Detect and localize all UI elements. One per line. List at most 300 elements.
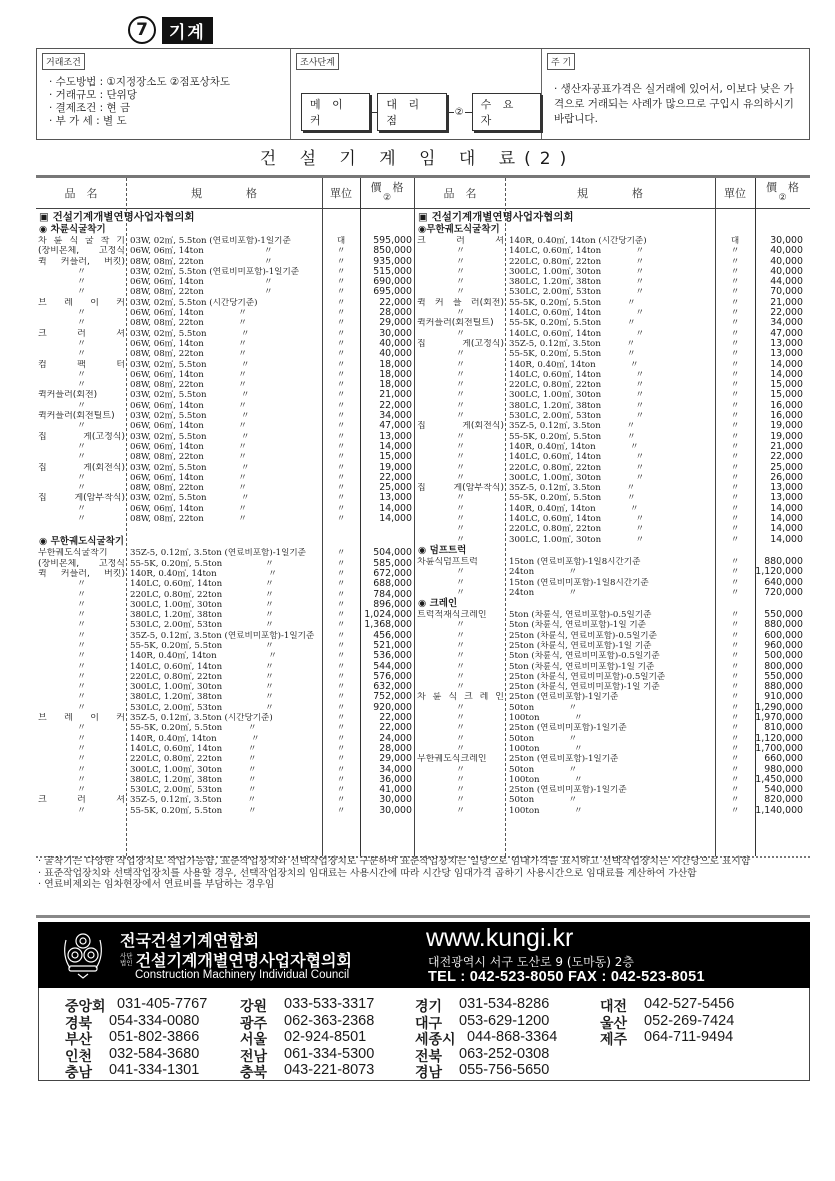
item-unit: 〃 bbox=[336, 579, 346, 590]
item-spec: 03W, 02㎥, 5.5ton (연료비미포함)-1일기준 bbox=[130, 266, 300, 277]
item-spec: 530LC, 2.00㎥, 53ton 〃 bbox=[130, 785, 257, 796]
table-row bbox=[36, 360, 414, 370]
table-row bbox=[36, 775, 414, 785]
item-unit: 〃 bbox=[336, 246, 346, 257]
item-name: 〃 bbox=[455, 630, 465, 641]
table-row bbox=[36, 620, 414, 630]
item-spec: 220LC, 0.80㎥, 22ton 〃 bbox=[130, 589, 274, 600]
item-name: 〃 bbox=[455, 462, 465, 473]
item-name: 크 러 셔 bbox=[38, 795, 125, 806]
item-spec: 06W, 06㎥, 14ton 〃 bbox=[130, 338, 247, 349]
item-name: 〃 bbox=[455, 723, 465, 734]
item-unit: 〃 bbox=[730, 556, 740, 567]
item-name: 집 게(회전식) bbox=[38, 462, 125, 473]
trade-conditions-tag: 거래조건 bbox=[42, 53, 85, 70]
item-unit: 〃 bbox=[730, 774, 740, 785]
item-name: 〃 bbox=[76, 452, 86, 463]
item-unit: 〃 bbox=[730, 452, 740, 463]
item-name: 〃 bbox=[455, 369, 465, 380]
item-price: 1,120,000 bbox=[755, 733, 803, 744]
item-spec: 55-5K, 0.20㎥, 5.5ton 〃 bbox=[509, 349, 636, 360]
table-row bbox=[415, 765, 810, 775]
item-spec: 35Z-5, 0.12㎥, 3.5ton (연료비포함)-1일기준 bbox=[130, 548, 306, 559]
item-unit: 〃 bbox=[730, 754, 740, 765]
item-spec: 300LC, 1.00㎥, 30ton 〃 bbox=[509, 266, 645, 277]
item-name: 〃 bbox=[455, 503, 465, 514]
item-spec: 220LC, 0.80㎥, 22ton 〃 bbox=[509, 256, 645, 267]
item-price: 1,368,000 bbox=[364, 620, 412, 631]
table-row bbox=[415, 318, 810, 328]
item-unit: 〃 bbox=[336, 589, 346, 600]
table-row bbox=[415, 723, 810, 733]
item-name: 〃 bbox=[76, 733, 86, 744]
table-row bbox=[415, 631, 810, 641]
item-price: 880,000 bbox=[764, 682, 803, 693]
item-name: 〃 bbox=[76, 287, 86, 298]
item-unit: 〃 bbox=[730, 785, 740, 796]
item-price: 1,140,000 bbox=[755, 805, 803, 816]
item-name: 〃 bbox=[455, 431, 465, 442]
header-price-label: 價 格 bbox=[370, 181, 404, 194]
table-row bbox=[36, 631, 414, 641]
remarks bbox=[542, 49, 809, 139]
table-row bbox=[36, 483, 414, 493]
item-spec: 140R, 0.40㎥, 14ton 〃 bbox=[509, 503, 639, 514]
item-price: 688,000 bbox=[373, 579, 412, 590]
item-price: 672,000 bbox=[373, 568, 412, 579]
table-row bbox=[36, 795, 414, 805]
item-name: 〃 bbox=[76, 599, 86, 610]
item-price: 690,000 bbox=[373, 277, 412, 288]
condition-item: · 수도방법 : ①지정장소도 ②점포상차도 bbox=[49, 76, 231, 88]
item-price: 800,000 bbox=[764, 661, 803, 672]
table-row bbox=[415, 662, 810, 672]
item-unit: 〃 bbox=[730, 733, 740, 744]
item-spec: 5ton (차륜식, 연료비미포함)-0.5일기준 bbox=[509, 651, 660, 662]
item-price: 25,000 bbox=[379, 483, 412, 494]
item-unit: 〃 bbox=[730, 493, 740, 504]
item-name: 〃 bbox=[76, 743, 86, 754]
item-unit: 〃 bbox=[336, 503, 346, 514]
item-spec: 35Z-5, 0.12㎥, 3.5ton 〃 bbox=[130, 795, 257, 806]
item-price: 40,000 bbox=[770, 256, 803, 267]
item-price: 640,000 bbox=[764, 577, 803, 588]
contact-phone: 051-802-3866 bbox=[109, 1029, 200, 1045]
table-row bbox=[415, 514, 810, 524]
item-name: 퀵커플러(회전) bbox=[38, 390, 98, 401]
item-name: 〃 bbox=[455, 514, 465, 525]
item-spec: 100ton 〃 bbox=[509, 713, 583, 724]
table-row bbox=[415, 380, 810, 390]
tel-fax: TEL : 042-523-8050 FAX : 042-523-8051 bbox=[428, 969, 705, 985]
item-spec: 140R, 0.40㎥, 14ton 〃 bbox=[509, 359, 639, 370]
item-unit: 〃 bbox=[730, 483, 740, 494]
item-name: 집 게(고정식) bbox=[38, 431, 125, 442]
item-price: 515,000 bbox=[373, 266, 412, 277]
contact-phone: 052-269-7424 bbox=[644, 1012, 735, 1029]
item-name: 〃 bbox=[455, 400, 465, 411]
item-spec: 55-5K, 0.20㎥, 5.5ton 〃 bbox=[130, 640, 274, 651]
item-name: 〃 bbox=[455, 702, 465, 713]
item-unit: 〃 bbox=[336, 795, 346, 806]
item-unit: 〃 bbox=[730, 577, 740, 588]
distribution-flow bbox=[301, 93, 541, 131]
item-unit: 〃 bbox=[336, 651, 346, 662]
item-spec: 06W, 06㎥, 14ton 〃 bbox=[130, 246, 273, 257]
association-group-heading: ▣ 건설기계개별연명사업자협의회 bbox=[418, 211, 574, 223]
table-row bbox=[415, 806, 810, 816]
trade-conditions-list bbox=[49, 76, 230, 128]
item-unit: 〃 bbox=[336, 702, 346, 713]
item-spec: 06W, 06㎥, 14ton 〃 bbox=[130, 308, 247, 319]
contact-phone: 033-533-3317 bbox=[284, 996, 375, 1012]
item-spec: 25ton (차륜식, 연료비미포함)-0.5일기준 bbox=[509, 671, 666, 682]
table-row bbox=[415, 442, 810, 452]
item-price: 536,000 bbox=[373, 651, 412, 662]
item-name: 〃 bbox=[455, 587, 465, 598]
item-name: 〃 bbox=[455, 764, 465, 775]
item-spec: 03W, 02㎥, 5.5ton (시간당기준) bbox=[130, 297, 258, 308]
corporation-label bbox=[120, 953, 133, 967]
item-name: 〃 bbox=[455, 411, 465, 422]
item-price: 24,000 bbox=[379, 733, 412, 744]
item-name: 〃 bbox=[455, 713, 465, 724]
item-unit: 〃 bbox=[730, 380, 740, 391]
item-unit: 〃 bbox=[730, 390, 740, 401]
item-name: (장비본체, 고정식 bbox=[38, 558, 125, 569]
item-name: 크 러 셔 bbox=[417, 236, 504, 246]
table-header bbox=[36, 178, 414, 209]
item-price: 960,000 bbox=[764, 640, 803, 651]
item-price: 14,000 bbox=[770, 514, 803, 525]
item-unit: 〃 bbox=[730, 349, 740, 360]
table-row bbox=[415, 535, 810, 545]
contact-region: 경기 bbox=[415, 999, 443, 1015]
item-price: 896,000 bbox=[373, 599, 412, 610]
contact-region: 충남 bbox=[65, 1065, 93, 1081]
item-name: 〃 bbox=[455, 671, 465, 682]
table-row bbox=[36, 590, 414, 600]
item-name: 브 레 이 커 bbox=[38, 297, 125, 308]
table-row bbox=[415, 308, 810, 318]
section-spacer bbox=[36, 524, 414, 536]
table-row bbox=[415, 257, 810, 267]
contact-region: 대전 bbox=[600, 999, 628, 1015]
item-unit: 〃 bbox=[336, 733, 346, 744]
item-spec: 25ton (차륜식, 연료비미포함)-1일 기준 bbox=[509, 682, 660, 693]
item-unit: 〃 bbox=[336, 640, 346, 651]
item-spec: 300LC, 1.00㎥, 30ton 〃 bbox=[130, 764, 257, 775]
item-price: 720,000 bbox=[764, 587, 803, 598]
contact-phone: 031-534-8286 bbox=[459, 996, 550, 1012]
item-spec: 03W, 02㎥, 5.5ton 〃 bbox=[130, 390, 250, 401]
item-spec: 140LC, 0.60㎥, 14ton 〃 bbox=[509, 452, 645, 463]
item-spec: 06W, 06㎥, 14ton 〃 bbox=[130, 421, 247, 432]
table-row bbox=[415, 785, 810, 795]
item-price: 30,000 bbox=[770, 236, 803, 246]
item-price: 1,450,000 bbox=[755, 774, 803, 785]
item-name: 〃 bbox=[76, 338, 86, 349]
contact-region: 부산 bbox=[65, 1032, 93, 1048]
item-unit: 〃 bbox=[730, 743, 740, 754]
item-unit: 〃 bbox=[336, 483, 346, 494]
item-unit: 〃 bbox=[336, 277, 346, 288]
table-row bbox=[36, 246, 414, 256]
equipment-category-heading: ◉ 크레인 bbox=[418, 598, 458, 610]
item-spec: 25ton (연료비포함)-1일기준 bbox=[509, 692, 619, 703]
item-name: 〃 bbox=[455, 534, 465, 545]
table-row bbox=[415, 734, 810, 744]
item-name: 집 게(암부착식) bbox=[417, 483, 504, 494]
item-spec: 530LC, 2.00㎥, 53ton 〃 bbox=[130, 702, 274, 713]
item-unit: 〃 bbox=[336, 421, 346, 432]
item-name: 〃 bbox=[455, 359, 465, 370]
table-row bbox=[36, 600, 414, 610]
item-price: 14,000 bbox=[770, 369, 803, 380]
contact-region: 전북 bbox=[415, 1048, 443, 1065]
item-unit: 〃 bbox=[336, 380, 346, 391]
item-price: 13,000 bbox=[770, 483, 803, 494]
item-price: 14,000 bbox=[379, 503, 412, 514]
item-spec: 300LC, 1.00㎥, 30ton 〃 bbox=[130, 682, 274, 693]
table-row bbox=[36, 754, 414, 764]
table-row bbox=[415, 578, 810, 588]
item-unit: 〃 bbox=[336, 785, 346, 796]
contact-phone: 044-868-3364 bbox=[467, 1029, 558, 1045]
item-price: 29,000 bbox=[379, 318, 412, 329]
table-row bbox=[415, 692, 810, 702]
table-row bbox=[415, 588, 810, 598]
table-row bbox=[36, 610, 414, 620]
item-unit: 〃 bbox=[336, 266, 346, 277]
item-price: 1,120,000 bbox=[755, 567, 803, 578]
item-name: 〃 bbox=[76, 400, 86, 411]
item-spec: 300LC, 1.00㎥, 30ton 〃 bbox=[509, 534, 645, 545]
table-row bbox=[415, 557, 810, 567]
table-row bbox=[36, 514, 414, 524]
header-item-name: 品 名 bbox=[443, 187, 477, 200]
item-price: 14,000 bbox=[379, 441, 412, 452]
website-link[interactable]: www.kungi.kr bbox=[426, 924, 574, 952]
item-price: 14,000 bbox=[770, 503, 803, 514]
item-unit: 〃 bbox=[730, 805, 740, 816]
contact-entry bbox=[415, 1062, 549, 1082]
item-name: 〃 bbox=[76, 682, 86, 693]
item-unit: 〃 bbox=[336, 514, 346, 525]
item-name: 〃 bbox=[455, 620, 465, 631]
table-row bbox=[36, 504, 414, 514]
item-spec: 06W, 06㎥, 14ton 〃 bbox=[130, 369, 247, 380]
item-spec: 06W, 06㎥, 14ton 〃 bbox=[130, 503, 247, 514]
table-row bbox=[36, 662, 414, 672]
item-name: 〃 bbox=[455, 328, 465, 339]
item-spec: 08W, 08㎥, 22ton 〃 bbox=[130, 514, 247, 525]
flow-connector bbox=[465, 112, 472, 113]
item-price: 935,000 bbox=[373, 256, 412, 267]
item-spec: 140R, 0.40㎥, 14ton 〃 bbox=[130, 568, 277, 579]
item-name: 〃 bbox=[76, 785, 86, 796]
remarks-tag: 주 기 bbox=[547, 53, 575, 70]
item-name: 〃 bbox=[455, 493, 465, 504]
footnote: · 연료비제외는 임차현장에서 연료비를 부담하는 경우임 bbox=[38, 879, 275, 890]
item-spec: 220LC, 0.80㎥, 22ton 〃 bbox=[130, 754, 257, 765]
item-spec: 220LC, 0.80㎥, 22ton 〃 bbox=[509, 462, 645, 473]
item-spec: 380LC, 1.20㎥, 38ton 〃 bbox=[130, 692, 274, 703]
table-row bbox=[36, 785, 414, 795]
item-unit: 〃 bbox=[336, 620, 346, 631]
item-spec: 140LC, 0.60㎥, 14ton 〃 bbox=[509, 246, 645, 257]
item-name: 〃 bbox=[76, 266, 86, 277]
item-price: 1,024,000 bbox=[364, 610, 412, 621]
item-name: 〃 bbox=[455, 256, 465, 267]
item-name: 〃 bbox=[76, 369, 86, 380]
table-row bbox=[36, 692, 414, 702]
council-name: 건설기계개별연명사업자협의회 bbox=[135, 951, 352, 970]
item-price: 595,000 bbox=[373, 236, 412, 246]
table-row bbox=[415, 473, 810, 483]
item-price: 13,000 bbox=[770, 493, 803, 504]
item-spec: 08W, 08㎥, 22ton 〃 bbox=[130, 318, 247, 329]
item-unit: 〃 bbox=[730, 651, 740, 662]
item-spec: 530LC, 2.00㎥, 53ton 〃 bbox=[509, 287, 645, 298]
divider bbox=[36, 915, 810, 918]
table-row bbox=[415, 452, 810, 462]
item-price: 660,000 bbox=[764, 754, 803, 765]
item-spec: 50ton 〃 bbox=[509, 702, 578, 713]
table-row bbox=[36, 463, 414, 473]
item-unit: 〃 bbox=[336, 256, 346, 267]
item-unit: 〃 bbox=[336, 692, 346, 703]
header-price-label: 價 格 bbox=[766, 181, 799, 194]
item-price: 16,000 bbox=[770, 411, 803, 422]
item-unit: 〃 bbox=[730, 661, 740, 672]
item-name: 〃 bbox=[76, 723, 86, 734]
table-row bbox=[36, 287, 414, 297]
item-spec: 140R, 0.40㎥, 14ton (시간당기준) bbox=[509, 236, 647, 246]
footnote: · 굴착기는 다양한 작업장치로 작업가능함, 표준작업장치와 선택작업장치로 구분하여 표준작업장치는 일당으로 임대가격을 표시하고 선택작업장치는 시간당으로 표시함 bbox=[38, 856, 751, 867]
item-name: 〃 bbox=[76, 651, 86, 662]
table-row bbox=[36, 339, 414, 349]
item-name: 〃 bbox=[455, 246, 465, 257]
item-unit: 〃 bbox=[336, 764, 346, 775]
item-spec: 15ton (연료비포함)-1일8시간기준 bbox=[509, 556, 641, 567]
item-price: 910,000 bbox=[764, 692, 803, 703]
item-price: 18,000 bbox=[379, 380, 412, 391]
item-price: 14,000 bbox=[770, 524, 803, 535]
flow-dealer: 대 리 점 bbox=[377, 93, 446, 131]
header-spec: 規 格 bbox=[191, 187, 257, 200]
item-spec: 06W, 06㎥, 14ton 〃 bbox=[130, 472, 247, 483]
item-spec: 55-5K, 0.20㎥, 5.5ton 〃 bbox=[130, 805, 257, 816]
item-price: 920,000 bbox=[373, 702, 412, 713]
item-price: 810,000 bbox=[764, 723, 803, 734]
item-spec: 35Z-5, 0.12㎥, 3.5ton 〃 bbox=[509, 483, 636, 494]
item-unit: 〃 bbox=[336, 359, 346, 370]
item-spec: 380LC, 1.20㎥, 38ton 〃 bbox=[509, 400, 645, 411]
item-name: 〃 bbox=[76, 589, 86, 600]
table-row bbox=[415, 775, 810, 785]
item-spec: 24ton 〃 bbox=[509, 587, 578, 598]
item-price: 44,000 bbox=[770, 277, 803, 288]
item-unit: 〃 bbox=[336, 661, 346, 672]
table-row bbox=[36, 370, 414, 380]
association-banner bbox=[38, 922, 810, 988]
item-spec: 220LC, 0.80㎥, 22ton 〃 bbox=[509, 380, 645, 391]
header-price bbox=[755, 178, 810, 208]
federation-name: 전국건설기계연합회 bbox=[120, 931, 260, 950]
flow-consumer: 수 요 자 bbox=[472, 93, 541, 131]
contact-entry bbox=[600, 1029, 733, 1049]
item-price: 19,000 bbox=[770, 431, 803, 442]
table-left-half bbox=[36, 178, 415, 856]
item-unit: 〃 bbox=[336, 287, 346, 298]
item-name: 차 륜 식 굴 착 기 bbox=[38, 236, 125, 246]
item-name: 〃 bbox=[76, 503, 86, 514]
table-row bbox=[415, 524, 810, 534]
survey-stage-tag: 조사단계 bbox=[296, 53, 339, 70]
item-price: 15,000 bbox=[379, 452, 412, 463]
section-heading bbox=[128, 16, 213, 44]
item-unit: 〃 bbox=[336, 713, 346, 724]
item-price: 21,000 bbox=[770, 297, 803, 308]
item-spec: 140LC, 0.60㎥, 14ton 〃 bbox=[509, 328, 645, 339]
item-price: 13,000 bbox=[770, 338, 803, 349]
item-spec: 5ton (차륜식, 연료비포함)-1일 기준 bbox=[509, 620, 646, 631]
item-price: 550,000 bbox=[764, 671, 803, 682]
flow-maker: 메 이 커 bbox=[301, 93, 370, 131]
item-unit: 〃 bbox=[730, 795, 740, 806]
item-price: 13,000 bbox=[379, 431, 412, 442]
table-row bbox=[36, 579, 414, 589]
contact-phone: 053-629-1200 bbox=[459, 1012, 550, 1029]
condition-item: · 부 가 세 : 별 도 bbox=[49, 115, 127, 127]
item-unit: 〃 bbox=[730, 328, 740, 339]
item-unit: 〃 bbox=[730, 713, 740, 724]
item-spec: 140LC, 0.60㎥, 14ton 〃 bbox=[130, 579, 274, 590]
header-unit: 單位 bbox=[330, 187, 352, 200]
item-unit: 〃 bbox=[730, 472, 740, 483]
item-name: (장비본체, 고정식 bbox=[38, 246, 125, 257]
item-price: 880,000 bbox=[764, 620, 803, 631]
contact-region: 인천 bbox=[65, 1048, 93, 1065]
item-name: 〃 bbox=[455, 567, 465, 578]
item-price: 820,000 bbox=[764, 795, 803, 806]
table-row bbox=[36, 329, 414, 339]
table-row bbox=[415, 641, 810, 651]
item-price: 40,000 bbox=[379, 338, 412, 349]
item-name: 퀵 커플러, 버킷) bbox=[38, 568, 125, 579]
item-spec: 55-5K, 0.20㎥, 5.5ton 〃 bbox=[509, 318, 636, 329]
item-price: 850,000 bbox=[373, 246, 412, 257]
item-unit: 〃 bbox=[730, 567, 740, 578]
item-spec: 25ton (차륜식, 연료비포함)-0.5일기준 bbox=[509, 630, 657, 641]
item-spec: 5ton (차륜식, 연료비미포함)-1일 기준 bbox=[509, 661, 655, 672]
item-spec: 50ton 〃 bbox=[509, 733, 578, 744]
item-spec: 530LC, 2.00㎥, 53ton 〃 bbox=[509, 411, 645, 422]
item-spec: 03W, 02㎥, 5.5ton (연료비포함)-1일기준 bbox=[130, 236, 291, 246]
item-name: 〃 bbox=[455, 441, 465, 452]
item-price: 26,000 bbox=[770, 472, 803, 483]
item-unit: 〃 bbox=[730, 411, 740, 422]
item-spec: 100ton 〃 bbox=[509, 774, 583, 785]
corporation-label-line: 사단 bbox=[120, 951, 133, 960]
table-row bbox=[415, 267, 810, 277]
contact-region: 울산 bbox=[600, 1015, 628, 1032]
item-spec: 100ton 〃 bbox=[509, 805, 583, 816]
item-spec: 03W, 02㎥, 5.5ton 〃 bbox=[130, 493, 250, 504]
item-spec: 140LC, 0.60㎥, 14ton 〃 bbox=[509, 369, 645, 380]
contact-region: 전남 bbox=[240, 1048, 268, 1065]
